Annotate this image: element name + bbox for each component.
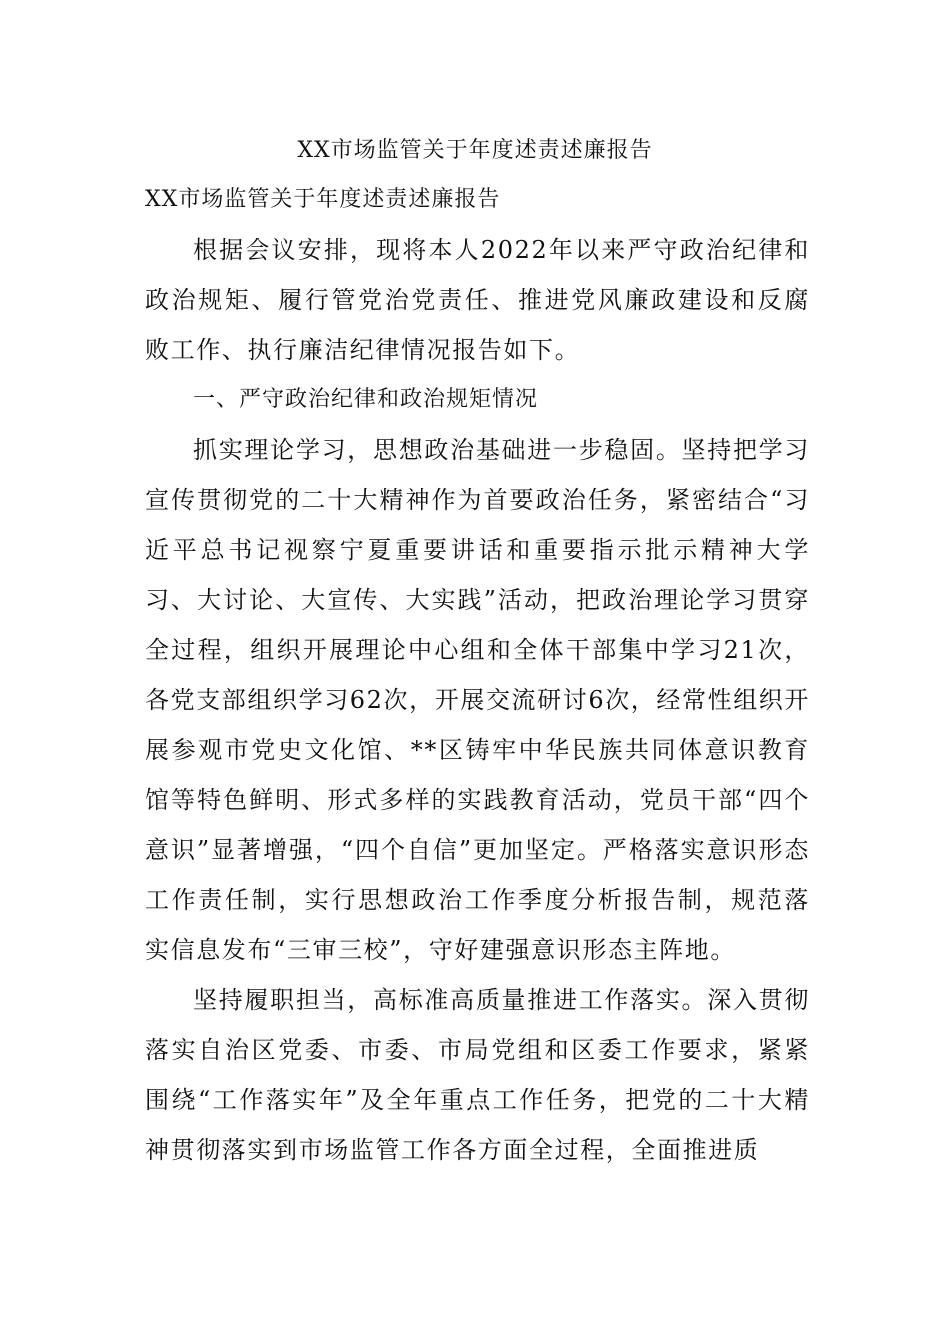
document-subtitle: XX市场监管关于年度述责述廉报告 (145, 187, 501, 212)
intro-paragraph: 根据会议安排，现将本人2022年以来严守政治纪律和政治规矩、履行管党治党责任、推进党风廉政建设和反腐败工作、执行廉洁纪律情况报告如下。 (145, 236, 810, 364)
body-paragraph: 抓实理论学习，思想政治基础进一步稳固。坚持把学习宣传贯彻党的二十大精神作为首要政治任务，紧密结合“习近平总书记视察宁夏重要讲话和重要指示批示精神大学习、大讨论、大宣传、大实践”活动，把政治理论学习贯穿全过程，组织开展理论中心组和全体干部集中学习21次，各党支部组织学习62次，开展交流研讨6次，经常性组织开展参观市党史文化馆、**区铸牢中华民族共同体意识教育馆等特色鲜明、形式多样的实践教育活动，党员干部“四个意识”显著增强，“四个自信”更加坚定。严格落实意识形态工作责任制，实行思想政治工作季度分析报告制，规范落实信息发布“三审三校”，守好建强意识形态主阵地。 (145, 436, 811, 964)
section-heading: 一、严守政治纪律和政治规矩情况 (193, 387, 539, 412)
body-paragraph: 坚持履职担当，高标准高质量推进工作落实。深入贯彻落实自治区党委、市委、市局党组和区委工作要求，紧紧围绕“工作落实年”及全年重点工作任务，把党的二十大精神贯彻落实到市场监管工作各方面全过程，全面推进质 (145, 986, 810, 1164)
document-body (145, 225, 810, 1175)
document-title: XX市场监管关于年度述责述廉报告 (297, 138, 653, 163)
